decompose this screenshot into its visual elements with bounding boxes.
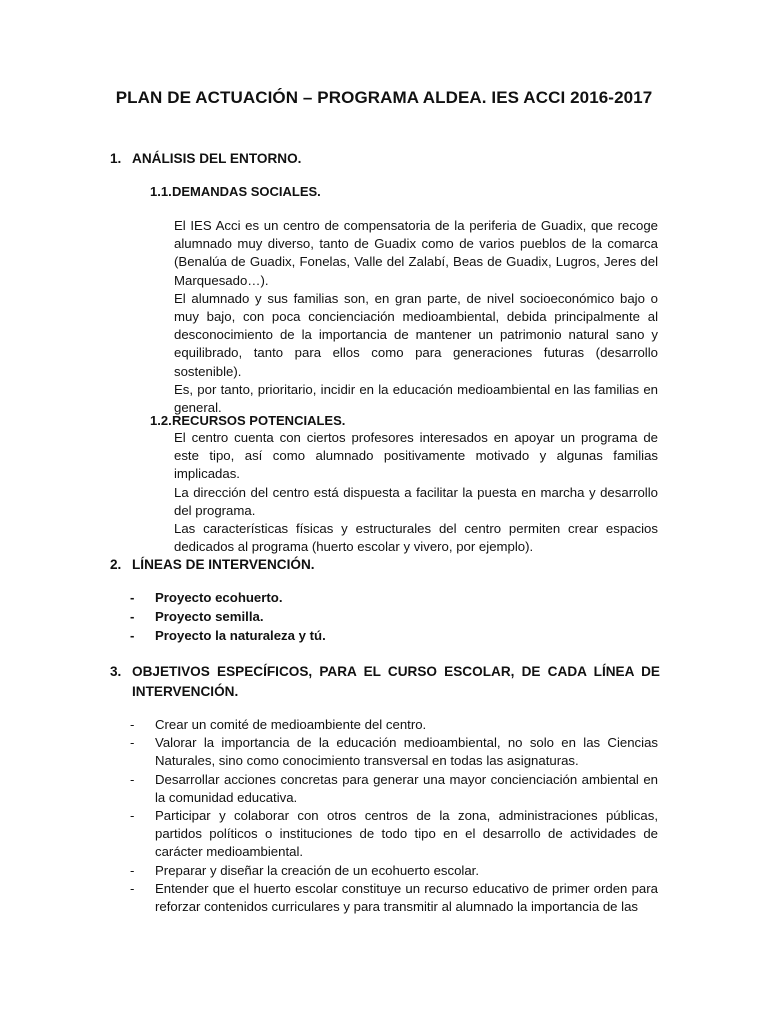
- dash-marker: -: [130, 862, 135, 878]
- list-item: [128, 734, 658, 770]
- subsection-1-2-heading: [150, 413, 345, 428]
- list-item: [128, 862, 658, 880]
- paragraph: El IES Acci es un centro de compensatoria de la periferia de Guadix, que recoge alumnado muy diverso, tanto de Guadix como de varios pueblos de la comarca (Benalúa de Guadix, Fonelas, Valle del Zalabí, Beas de Guadix, Lugros, Jeres del Marquesado…).: [174, 218, 658, 288]
- section-2-title: LÍNEAS DE INTERVENCIÓN.: [132, 557, 315, 572]
- list-item-text: Proyecto la naturaleza y tú.: [155, 627, 326, 643]
- paragraph: Las características físicas y estructurales del centro permiten crear espacios dedicados al programa (huerto escolar y vivero, por ejemplo).: [174, 521, 658, 555]
- dash-marker: -: [130, 608, 135, 624]
- document-title: PLAN DE ACTUACIÓN – PROGRAMA ALDEA. IES ACCI 2016-2017: [115, 88, 653, 107]
- objectives-list: [128, 716, 658, 916]
- list-item-text: Desarrollar acciones concretas para generar una mayor concienciación ambiental en la comunidad educativa.: [155, 771, 658, 805]
- list-item: [128, 880, 658, 916]
- subsection-1-2-title: RECURSOS POTENCIALES.: [172, 413, 346, 428]
- section-3-heading: [110, 662, 660, 701]
- recursos-potenciales-text: [174, 429, 658, 556]
- subsection-1-2-number: 1.2.: [150, 413, 172, 428]
- list-item-text: Crear un comité de medioambiente del centro.: [155, 717, 427, 732]
- list-item-text: Preparar y diseñar la creación de un ecohuerto escolar.: [155, 862, 480, 878]
- subsection-1-1-title: DEMANDAS SOCIALES.: [172, 184, 321, 199]
- paragraph: La dirección del centro está dispuesta a facilitar la puesta en marcha y desarrollo del programa.: [174, 484, 658, 518]
- demandas-sociales-text: [174, 217, 658, 417]
- paragraph: El centro cuenta con ciertos profesores interesados en apoyar un programa de este tipo, así como alumnado positivamente motivado y algunas familias implicadas.: [174, 430, 658, 482]
- paragraph: Es, por tanto, prioritario, incidir en la educación medioambiental en las familias en general.: [174, 381, 658, 416]
- dash-marker: -: [130, 735, 135, 751]
- list-item-text: Entender que el huerto escolar constituye un recurso educativo de primer orden para reforzar contenidos curriculares y para transmitir al alumnado la importancia de las: [155, 880, 658, 915]
- list-item: [128, 716, 658, 734]
- list-item-text: Proyecto ecohuerto.: [155, 590, 283, 605]
- section-3-title: OBJETIVOS ESPECÍFICOS, PARA EL CURSO ESCOLAR, DE CADA LÍNEA DE INTERVENCIÓN.: [132, 664, 660, 699]
- section-1-title: ANÁLISIS DEL ENTORNO.: [132, 151, 302, 166]
- dash-marker: -: [130, 627, 135, 643]
- dash-marker: -: [130, 808, 135, 824]
- section-1-heading: [110, 149, 660, 168]
- section-2-heading: [110, 555, 660, 574]
- list-item: [128, 771, 658, 807]
- list-item: [128, 807, 658, 862]
- section-3-number: 3.: [110, 664, 122, 679]
- section-2-number: 2.: [110, 557, 122, 572]
- list-item-text: Proyecto semilla.: [155, 608, 264, 624]
- list-item-text: Valorar la importancia de la educación medioambiental, no solo en las Ciencias Naturales, sino como conocimiento transversal en todas las asignaturas.: [155, 735, 658, 769]
- list-item: [128, 589, 658, 608]
- paragraph: El alumnado y sus familias son, en gran parte, de nivel socioeconómico bajo o muy bajo, con poca concienciación medioambiental, debida principalmente al desconocimiento de la importancia de mantener un patrimonio natural sano y equilibrado, tanto para ellos como para generaciones futuras (desarrollo sostenible).: [174, 290, 658, 379]
- dash-marker: -: [130, 880, 135, 896]
- dash-marker: -: [130, 590, 135, 605]
- list-item: [128, 608, 658, 627]
- list-item: [128, 627, 658, 646]
- subsection-1-1-number: 1.1.: [150, 184, 172, 199]
- dash-marker: -: [130, 717, 135, 732]
- intervention-lines-list: [128, 589, 658, 645]
- subsection-1-1-heading: [150, 184, 321, 199]
- list-item-text: Participar y colaborar con otros centros de la zona, administraciones públicas, partidos políticos o instituciones de todo tipo en el desarrollo de actividades de carácter medioambiental.: [155, 808, 658, 860]
- section-1-number: 1.: [110, 151, 122, 166]
- dash-marker: -: [130, 771, 135, 787]
